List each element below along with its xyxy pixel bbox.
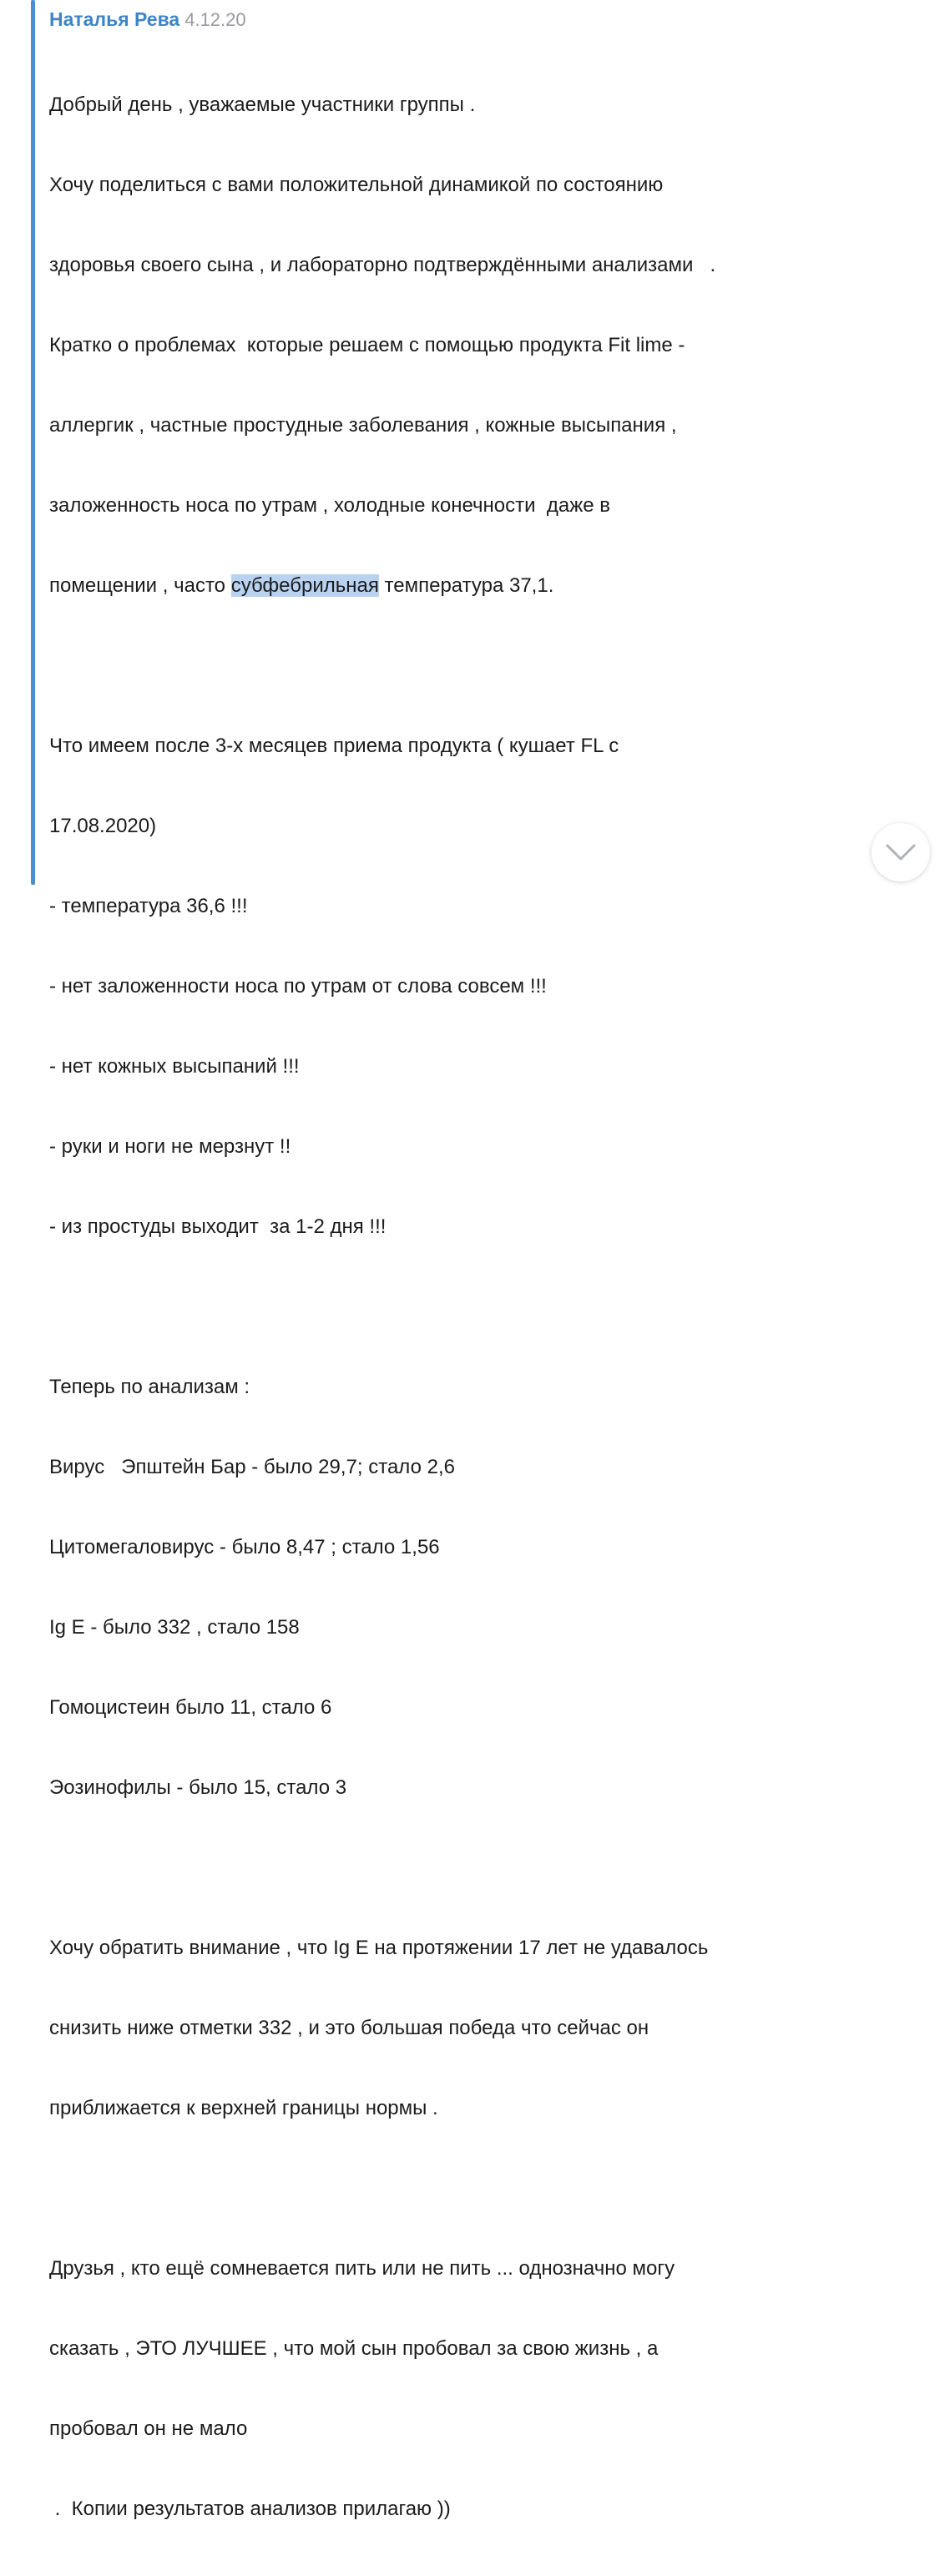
text-line: - руки и ноги не мерзнут !!: [49, 1135, 291, 1158]
quote-bar: [31, 0, 35, 885]
text-line: Кратко о проблемах которые решаем с помощью продукта Fit lime -: [49, 334, 685, 356]
author-name[interactable]: Наталья Рева: [49, 8, 180, 30]
blank-line: [49, 1294, 884, 1321]
message-bubble: [49, 5, 884, 2576]
message-header: [49, 5, 884, 33]
text-segment: температура 37,1.: [378, 574, 554, 597]
blank-line: [49, 653, 884, 679]
message-date: 4.12.20: [184, 9, 246, 30]
text-line: - нет кожных высыпаний !!!: [49, 1055, 300, 1078]
text-line: Что имеем после 3-х месяцев приема продукта ( кушает FL с: [49, 735, 619, 757]
scroll-to-bottom-button[interactable]: [872, 823, 930, 881]
selected-text[interactable]: субфебрильная: [230, 574, 379, 597]
text-line: Цитомегаловирус - было 8,47 ; стало 1,56: [49, 1536, 440, 1558]
text-line: 17.08.2020): [49, 815, 157, 837]
text-line: приближается к верхней границы нормы .: [49, 2097, 438, 2119]
blank-line: [49, 2175, 884, 2202]
text-line: здоровья своего сына , и лабораторно подтверждёнными анализами .: [49, 254, 716, 276]
text-line: Друзья , кто ещё сомневается пить или не пить ... однозначно могу: [49, 2257, 675, 2280]
text-line: аллергик , частные простудные заболевания , кожные высыпания ,: [49, 414, 677, 437]
text-line: - из простуды выходит за 1-2 дня !!!: [49, 1215, 387, 1238]
text-line-with-selection: [49, 573, 884, 599]
text-line: Добрый день , уважаемые участники группы .: [49, 93, 476, 116]
text-line: Эозинофилы - было 15, стало 3: [49, 1776, 347, 1799]
text-line: . Копии результатов анализов прилагаю )): [49, 2498, 451, 2520]
text-line: Хочу обратить внимание , что Ig E на протяжении 17 лет не удавалось: [49, 1937, 709, 1959]
text-line: - температура 36,6 !!!: [49, 895, 248, 917]
blank-line: [49, 1855, 884, 1881]
text-line: Гомоцистеин было 11, стало 6: [49, 1696, 332, 1719]
text-line: Ig E - было 332 , стало 158: [49, 1616, 300, 1639]
text-line: пробовал он не мало: [49, 2417, 248, 2440]
text-line: Вирус Эпштейн Бар - было 29,7; стало 2,6: [49, 1456, 455, 1478]
chevron-down-icon: [884, 842, 917, 862]
text-line: снизить ниже отметки 332 , и это большая победа что сейчас он: [49, 2017, 649, 2039]
text-line: заложенность носа по утрам , холодные конечности даже в: [49, 494, 611, 517]
message-text: [49, 38, 884, 2576]
text-line: Хочу поделиться с вами положительной динамикой по состоянию: [49, 174, 664, 196]
text-line: Теперь по анализам :: [49, 1376, 250, 1398]
text-line: - нет заложенности носа по утрам от слова совсем !!!: [49, 975, 547, 998]
text-segment: помещении , часто: [49, 574, 231, 597]
text-line: сказать , ЭТО ЛУЧШЕЕ , что мой сын пробовал за свою жизнь , а: [49, 2337, 659, 2360]
